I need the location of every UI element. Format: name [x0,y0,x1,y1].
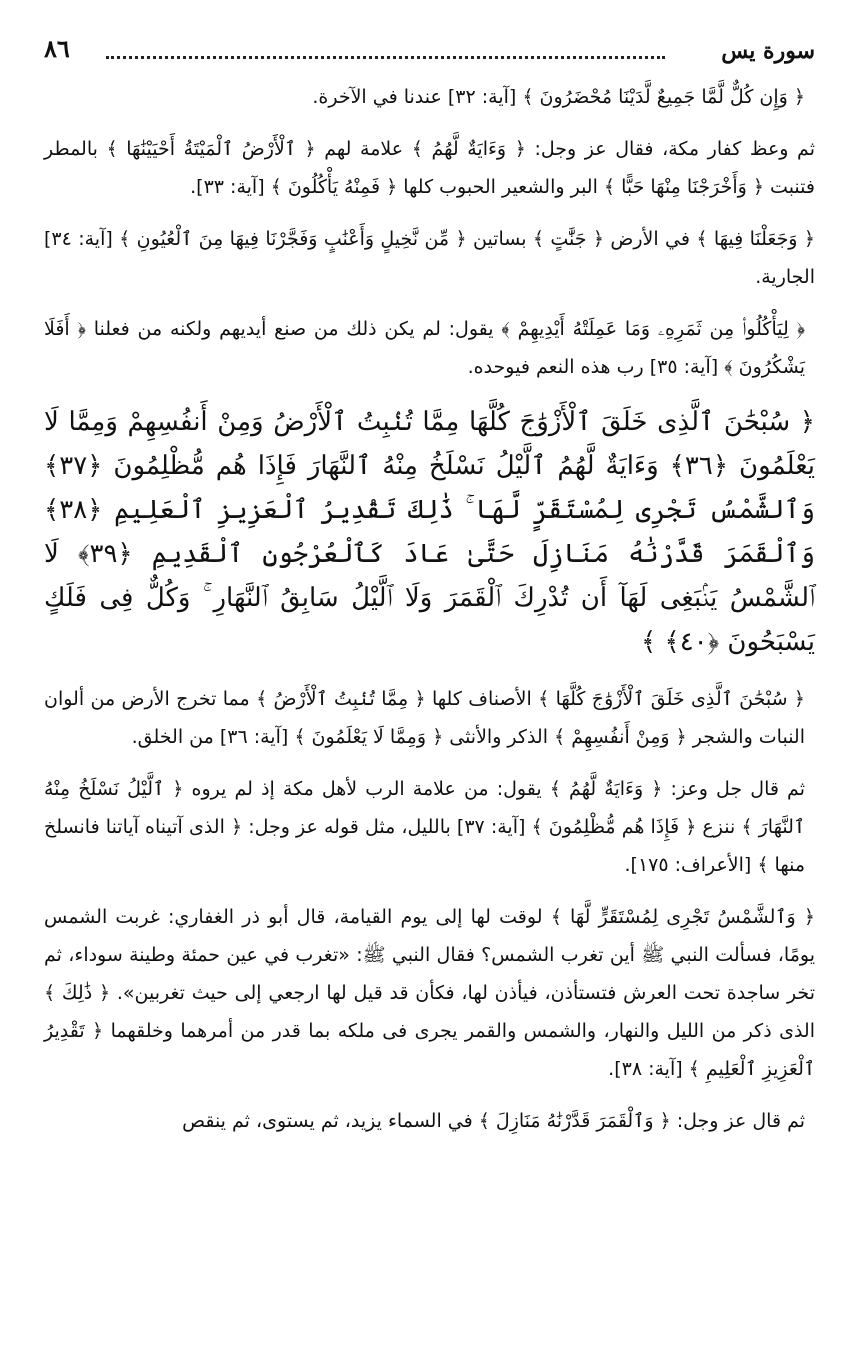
header-dotted-leader [106,42,665,59]
page-header [44,32,815,72]
paragraph-1: ﴿ وَإِن كُلٌّ لَّمَّا جَمِيعٌ لَّدَيْنَا مُحْضَرُونَ ﴾ [آية: ٣٢] عندنا في الآخرة. [312,86,805,108]
paragraph-9: ثم قال عز وجل: ﴿ وَٱلْقَمَرَ قَدَّرْنَٰهُ مَنَازِلَ ﴾ في السماء يزيد، ثم يستوى، ثم ينقص [182,1110,805,1132]
page-number: ٨٦ [44,34,70,63]
paragraph-7: ثم قال جل وعز: ﴿ وَءَايَةٌ لَّهُمُ ﴾ يقول: من علامة الرب لأهل مكة إذ لم يروه ﴿ ٱلَّيْلُ نَسْلَخُ مِنْهُ ٱلنَّهَارَ ﴾ ننزع ﴿ فَإِذَا هُم مُّظْلِمُونَ ﴾ [آية: ٣٧] بالليل، مثل قوله عز وجل: ﴿ الذى آتيناه آياتنا فانسلخ منها ﴾ [الأعراف: ١٧٥]. [44,778,806,876]
paragraph-8: ﴿ وَٱلشَّمْسُ تَجْرِى لِمُسْتَقَرٍّ لَّهَا ﴾ لوقت لها إلى يوم القيامة، قال أبو ذر الغفاري: غربت الشمس يومًا، فسألت النبي ﷺ أين تغرب الشمس؟ فقال النبي ﷺ: «تغرب في عين حمئة وطينة سوداء، ثم تخر ساجدة تحت العرش فتستأذن، فيأذن لها، فكأن قد قيل لها ارجعي إلى حيث تغربين». ﴿ ذَٰلِكَ ﴾ الذى ذكر من الليل والنهار، والشمس والقمر يجرى فى ملكه بما قدر من أمرهما وخلقهما ﴿ تَقْدِيرُ ٱلْعَزِيزِ ٱلْعَلِيمِ ﴾ [آية: ٣٨]. [44,906,815,1080]
paragraph-6: ﴿ سُبْحَٰنَ ٱلَّذِى خَلَقَ ٱلْأَزْوَٰجَ كُلَّهَا ﴾ الأصناف كلها ﴿ مِمَّا تُنۢبِتُ ٱلْأَرْضُ ﴾ مما تخرج الأرض من ألوان النبات والشجر ﴿ وَمِنْ أَنفُسِهِمْ ﴾ الذكر والأنثى ﴿ وَمِمَّا لَا يَعْلَمُونَ ﴾ [آية: ٣٦] من الخلق. [44,688,805,748]
paragraph-4: ﴿ لِيَأْكُلُوا۟ مِن ثَمَرِهِۦ وَمَا عَمِلَتْهُ أَيْدِيهِمْ ﴾ يقول: لم يكن ذلك من صنع أيديهم ولكنه من فعلنا ﴿ أَفَلَا يَشْكُرُونَ ﴾ [آية: ٣٥] رب هذه النعم فيوحده. [44,318,805,378]
paragraph-3: ﴿ وَجَعَلْنَا فِيهَا ﴾ في الأرض ﴿ جَنَّٰتٍ ﴾ بساتين ﴿ مِّن نَّخِيلٍ وَأَعْنَٰبٍ وَفَجَّرْنَا فِيهَا مِنَ ٱلْعُيُونِ ﴾ [آية: ٣٤] الجارية. [44,228,815,288]
paragraph-2: ثم وعظ كفار مكة، فقال عز وجل: ﴿ وَءَايَةٌ لَّهُمُ ﴾ علامة لهم ﴿ ٱلْأَرْضُ ٱلْمَيْتَةُ أَحْيَيْنَٰهَا ﴾ بالمطر فتنبت ﴿ وَأَخْرَجْنَا مِنْهَا حَبًّا ﴾ البر والشعير الحبوب كلها ﴿ فَمِنْهُ يَأْكُلُونَ ﴾ [آية: ٣٣]. [44,138,815,198]
quran-verse-block: ﴿ سُبْحَٰنَ ٱلَّذِى خَلَقَ ٱلْأَزْوَٰجَ كُلَّهَا مِمَّا تُنۢبِتُ ٱلْأَرْضُ وَمِنْ أَنفُسِهِمْ وَمِمَّا لَا يَعْلَمُونَ ﴿٣٦﴾ وَءَايَةٌ لَّهُمُ ٱلَّيْلُ نَسْلَخُ مِنْهُ ٱلنَّهَارَ فَإِذَا هُم مُّظْلِمُونَ ﴿٣٧﴾ وَٱلشَّمْسُ تَجْرِى لِمُسْتَقَرٍّ لَّهَا ۚ ذَٰلِكَ تَقْدِيرُ ٱلْعَزِيزِ ٱلْعَلِيمِ ﴿٣٨﴾ وَٱلْقَمَرَ قَدَّرْنَٰهُ مَنَازِلَ حَتَّىٰ عَادَ كَٱلْعُرْجُونِ ٱلْقَدِيمِ ﴿٣٩﴾ لَا ٱلشَّمْسُ يَنۢبَغِى لَهَآ أَن تُدْرِكَ ٱلْقَمَرَ وَلَا ٱلَّيْلُ سَابِقُ ٱلنَّهَارِ ۚ وَكُلٌّ فِى فَلَكٍ يَسْبَحُونَ ﴿٤٠﴾ ﴾ [44,407,815,657]
surah-title: سورة يس [721,38,815,64]
